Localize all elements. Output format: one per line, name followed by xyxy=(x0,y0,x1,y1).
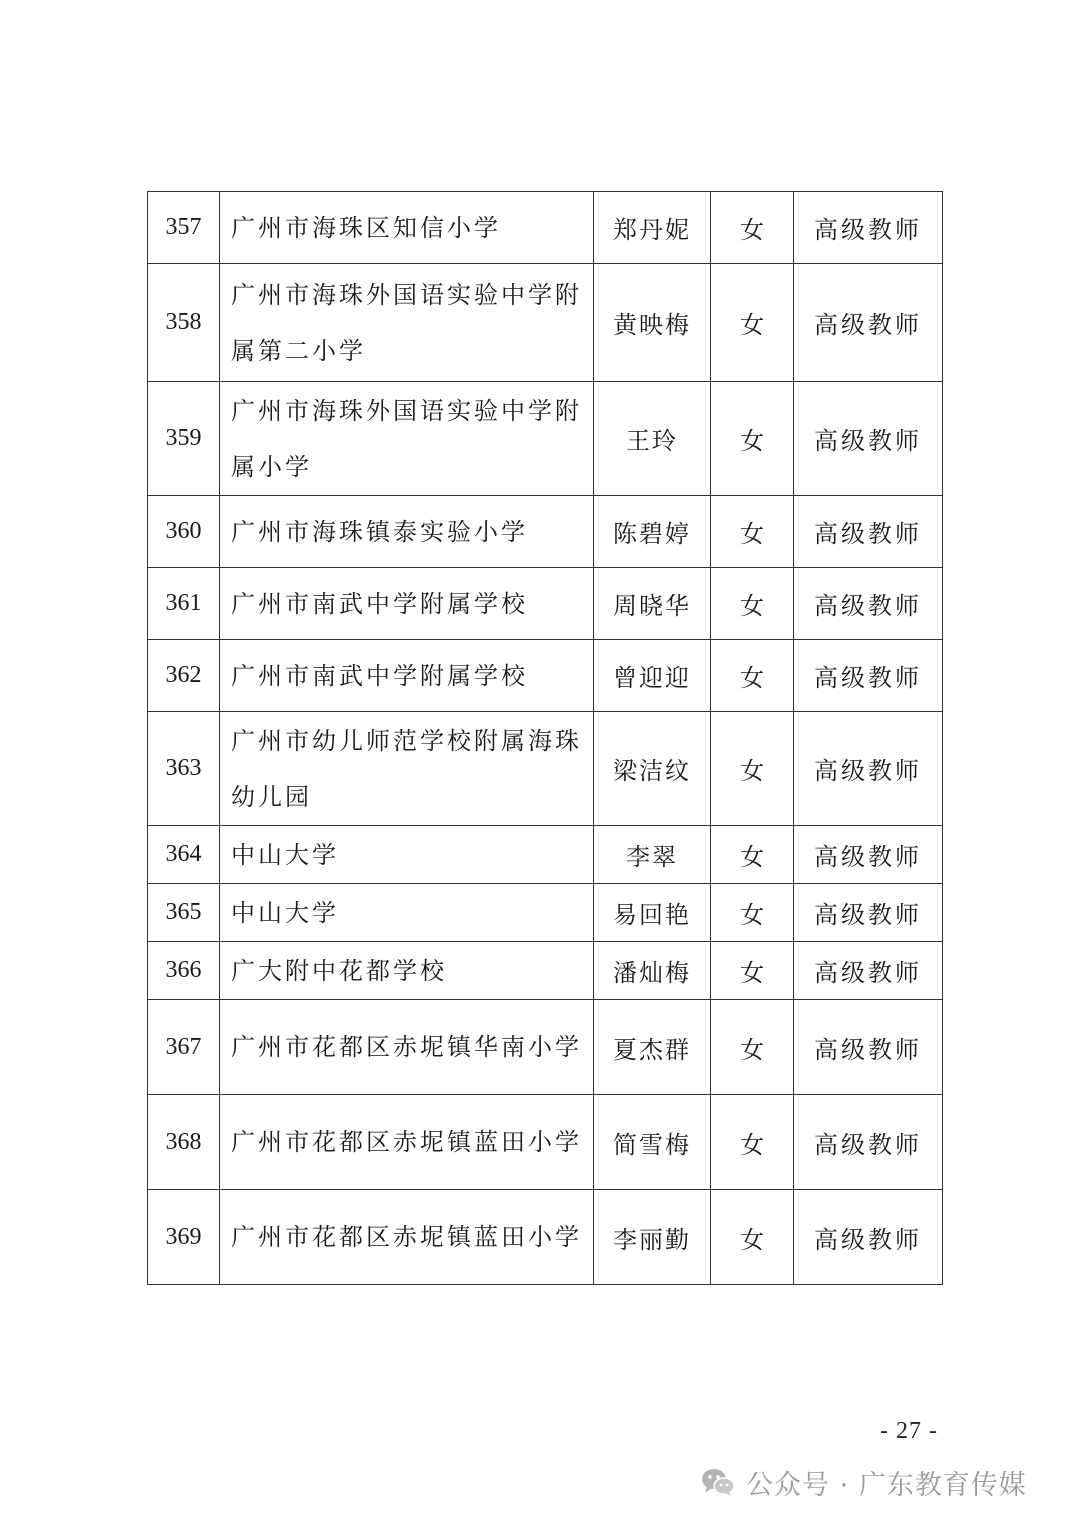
row-number: 363 xyxy=(148,712,220,826)
row-number: 365 xyxy=(148,884,220,942)
gender: 女 xyxy=(711,712,794,826)
watermark-text: 公众号 · 广东教育传媒 xyxy=(746,1469,1027,1501)
gender: 女 xyxy=(711,640,794,712)
teacher-name: 夏杰群 xyxy=(594,1000,711,1095)
gender: 女 xyxy=(711,568,794,640)
school-name: 广州市南武中学附属学校 xyxy=(220,640,594,712)
row-number: 360 xyxy=(148,496,220,568)
school-name: 广州市花都区赤坭镇蓝田小学 xyxy=(220,1095,594,1190)
school-name: 中山大学 xyxy=(220,884,594,942)
professional-title: 高级教师 xyxy=(794,942,943,1000)
gender: 女 xyxy=(711,264,794,382)
table-row xyxy=(148,382,943,496)
professional-title: 高级教师 xyxy=(794,264,943,382)
row-number: 361 xyxy=(148,568,220,640)
row-number: 364 xyxy=(148,826,220,884)
professional-title: 高级教师 xyxy=(794,884,943,942)
table-row xyxy=(148,826,943,884)
school-name: 中山大学 xyxy=(220,826,594,884)
teacher-name: 王玲 xyxy=(594,382,711,496)
professional-title: 高级教师 xyxy=(794,192,943,264)
teacher-name: 李丽勤 xyxy=(594,1190,711,1285)
gender: 女 xyxy=(711,382,794,496)
professional-title: 高级教师 xyxy=(794,1190,943,1285)
table-row xyxy=(148,1095,943,1190)
table-row xyxy=(148,884,943,942)
professional-title: 高级教师 xyxy=(794,496,943,568)
table-row xyxy=(148,192,943,264)
gender: 女 xyxy=(711,1000,794,1095)
gender: 女 xyxy=(711,942,794,1000)
table-row xyxy=(148,1190,943,1285)
school-name: 广州市南武中学附属学校 xyxy=(220,568,594,640)
professional-title: 高级教师 xyxy=(794,1095,943,1190)
gender: 女 xyxy=(711,826,794,884)
school-name: 广州市花都区赤坭镇蓝田小学 xyxy=(220,1190,594,1285)
professional-title: 高级教师 xyxy=(794,382,943,496)
professional-title: 高级教师 xyxy=(794,640,943,712)
gender: 女 xyxy=(711,884,794,942)
teacher-name: 梁洁纹 xyxy=(594,712,711,826)
teacher-name: 简雪梅 xyxy=(594,1095,711,1190)
row-number: 366 xyxy=(148,942,220,1000)
professional-title: 高级教师 xyxy=(794,712,943,826)
table-row xyxy=(148,640,943,712)
table-row xyxy=(148,942,943,1000)
table-row xyxy=(148,1000,943,1095)
teacher-name: 黄映梅 xyxy=(594,264,711,382)
row-number: 358 xyxy=(148,264,220,382)
gender: 女 xyxy=(711,192,794,264)
gender: 女 xyxy=(711,496,794,568)
professional-title: 高级教师 xyxy=(794,826,943,884)
page-number: - 27 - xyxy=(880,1418,938,1444)
professional-title: 高级教师 xyxy=(794,1000,943,1095)
gender: 女 xyxy=(711,1095,794,1190)
table-row xyxy=(148,568,943,640)
school-name: 广州市海珠区知信小学 xyxy=(220,192,594,264)
wechat-icon xyxy=(700,1467,736,1497)
table-row xyxy=(148,264,943,382)
school-name: 广州市海珠镇泰实验小学 xyxy=(220,496,594,568)
teacher-name: 周晓华 xyxy=(594,568,711,640)
row-number: 369 xyxy=(148,1190,220,1285)
row-number: 362 xyxy=(148,640,220,712)
teacher-name: 曾迎迎 xyxy=(594,640,711,712)
row-number: 359 xyxy=(148,382,220,496)
school-name: 广大附中花都学校 xyxy=(220,942,594,1000)
roster-body xyxy=(148,192,943,1285)
teacher-name: 李翠 xyxy=(594,826,711,884)
row-number: 368 xyxy=(148,1095,220,1190)
teacher-name: 陈碧婷 xyxy=(594,496,711,568)
teacher-roster-table xyxy=(147,191,943,1285)
row-number: 367 xyxy=(148,1000,220,1095)
teacher-name: 郑丹妮 xyxy=(594,192,711,264)
teacher-name: 易回艳 xyxy=(594,884,711,942)
school-name: 广州市海珠外国语实验中学附属第二小学 xyxy=(220,264,594,382)
row-number: 357 xyxy=(148,192,220,264)
professional-title: 高级教师 xyxy=(794,568,943,640)
gender: 女 xyxy=(711,1190,794,1285)
table-row xyxy=(148,712,943,826)
table-row xyxy=(148,496,943,568)
teacher-name: 潘灿梅 xyxy=(594,942,711,1000)
source-watermark xyxy=(700,1462,1027,1502)
school-name: 广州市花都区赤坭镇华南小学 xyxy=(220,1000,594,1095)
school-name: 广州市幼儿师范学校附属海珠幼儿园 xyxy=(220,712,594,826)
school-name: 广州市海珠外国语实验中学附属小学 xyxy=(220,382,594,496)
